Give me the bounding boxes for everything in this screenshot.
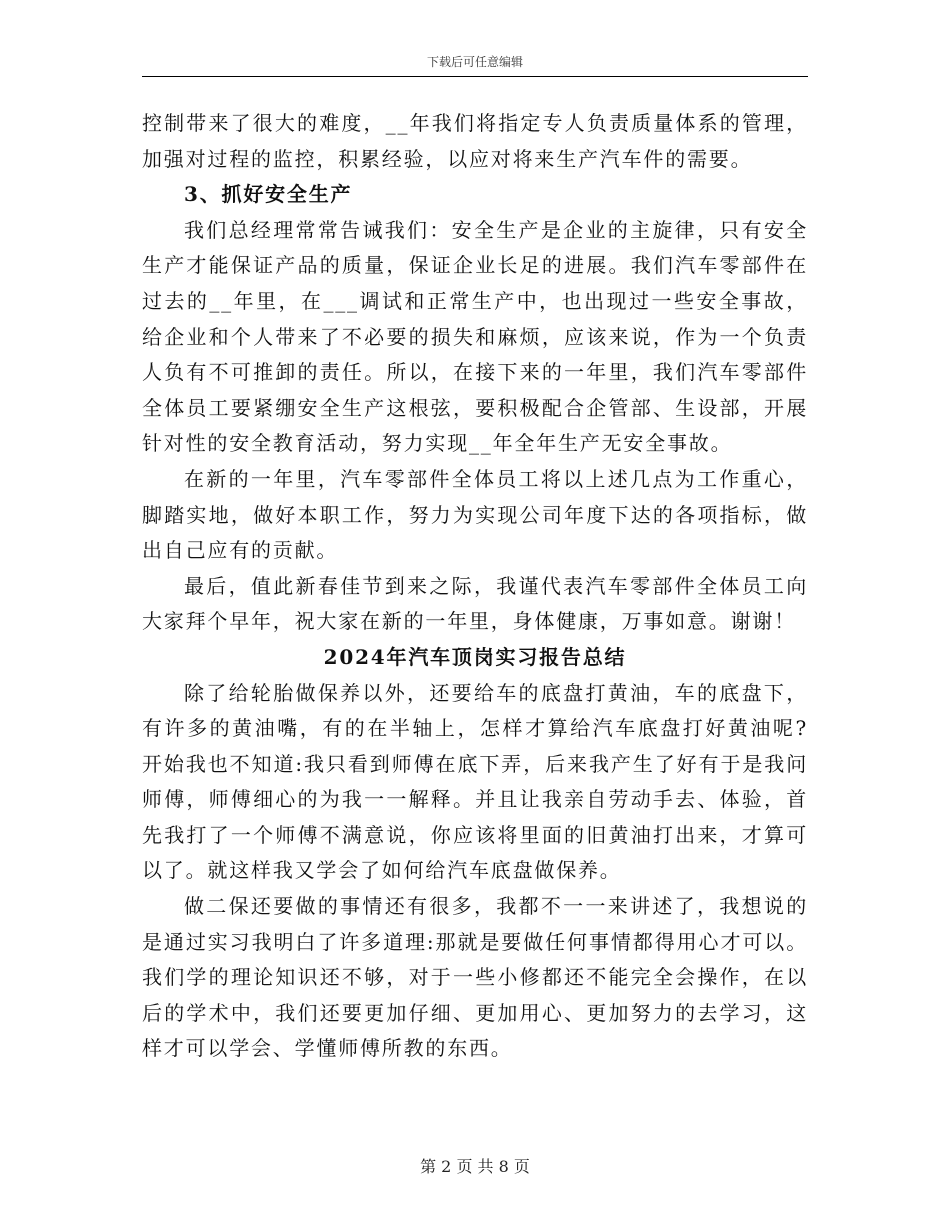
section-heading-safety: 3、抓好安全生产 (184, 182, 353, 207)
header-note: 下载后可任意编辑 (426, 55, 523, 69)
paragraph-lessons: 做二保还要做的事情还有很多，我都不一一来讲述了，我想说的是通过实习我明白了许多道理:那就是要做任何事情都得用心才可以。我们学的理论知识还不够，对于一些小修都还不能完全会操作，在以后的学术中，我们还要更加仔细、更加用心、更加努力的去学习，这样才可以学会、学懂师傅所教的东西。 (142, 894, 808, 1061)
paragraph-closing: 最后，值此新春佳节到来之际，我谨代表汽车零部件全体员工向大家拜个早年，祝大家在新的一年里，身体健康，万事如意。谢谢！ (142, 573, 808, 634)
paragraph-safety: 我们总经理常常告诫我们：安全生产是企业的主旋律，只有安全生产才能保证产品的质量，保证企业长足的进展。我们汽车零部件在过去的__年里，在___调试和正常生产中，也出现过一些安全事故，给企业和个人带来了不必要的损失和麻烦，应该来说，作为一个负责人负有不可推卸的责任。所以，在接下来的一年里，我们汽车零部件全体员工要紧绷安全生产这根弦，要积极配合企管部、生设部，开展针对性的安全教育活动，努力实现__年全年生产无安全事故。 (142, 217, 808, 456)
document-body (142, 106, 808, 1067)
page-number: 第 2 页 共 8 页 (420, 1157, 530, 1176)
header-divider (142, 76, 808, 77)
paragraph-new-year: 在新的一年里，汽车零部件全体员工将以上述几点为工作重心，脚踏实地，做好本职工作，努力为实现公司年度下达的各项指标，做出自己应有的贡献。 (142, 466, 808, 563)
paragraph-quality-control: 控制带来了很大的难度，__年我们将指定专人负责质量体系的管理，加强对过程的监控，积累经验，以应对将来生产汽车件的需要。 (142, 111, 808, 171)
paragraph-chassis-greasing: 除了给轮胎做保养以外，还要给车的底盘打黄油，车的底盘下，有许多的黄油嘴，有的在半轴上，怎样才算给汽车底盘打好黄油呢?开始我也不知道:我只看到师傅在底下弄，后来我产生了好有于是我问师傅，师傅细心的为我一一解释。并且让我亲自劳动手去、体验，首先我打了一个师傅不满意说，你应该将里面的旧黄油打出来，才算可以了。就这样我又学会了如何给汽车底盘做保养。 (142, 680, 808, 883)
report-title: 2024年汽车顶岗实习报告总结 (323, 644, 627, 669)
